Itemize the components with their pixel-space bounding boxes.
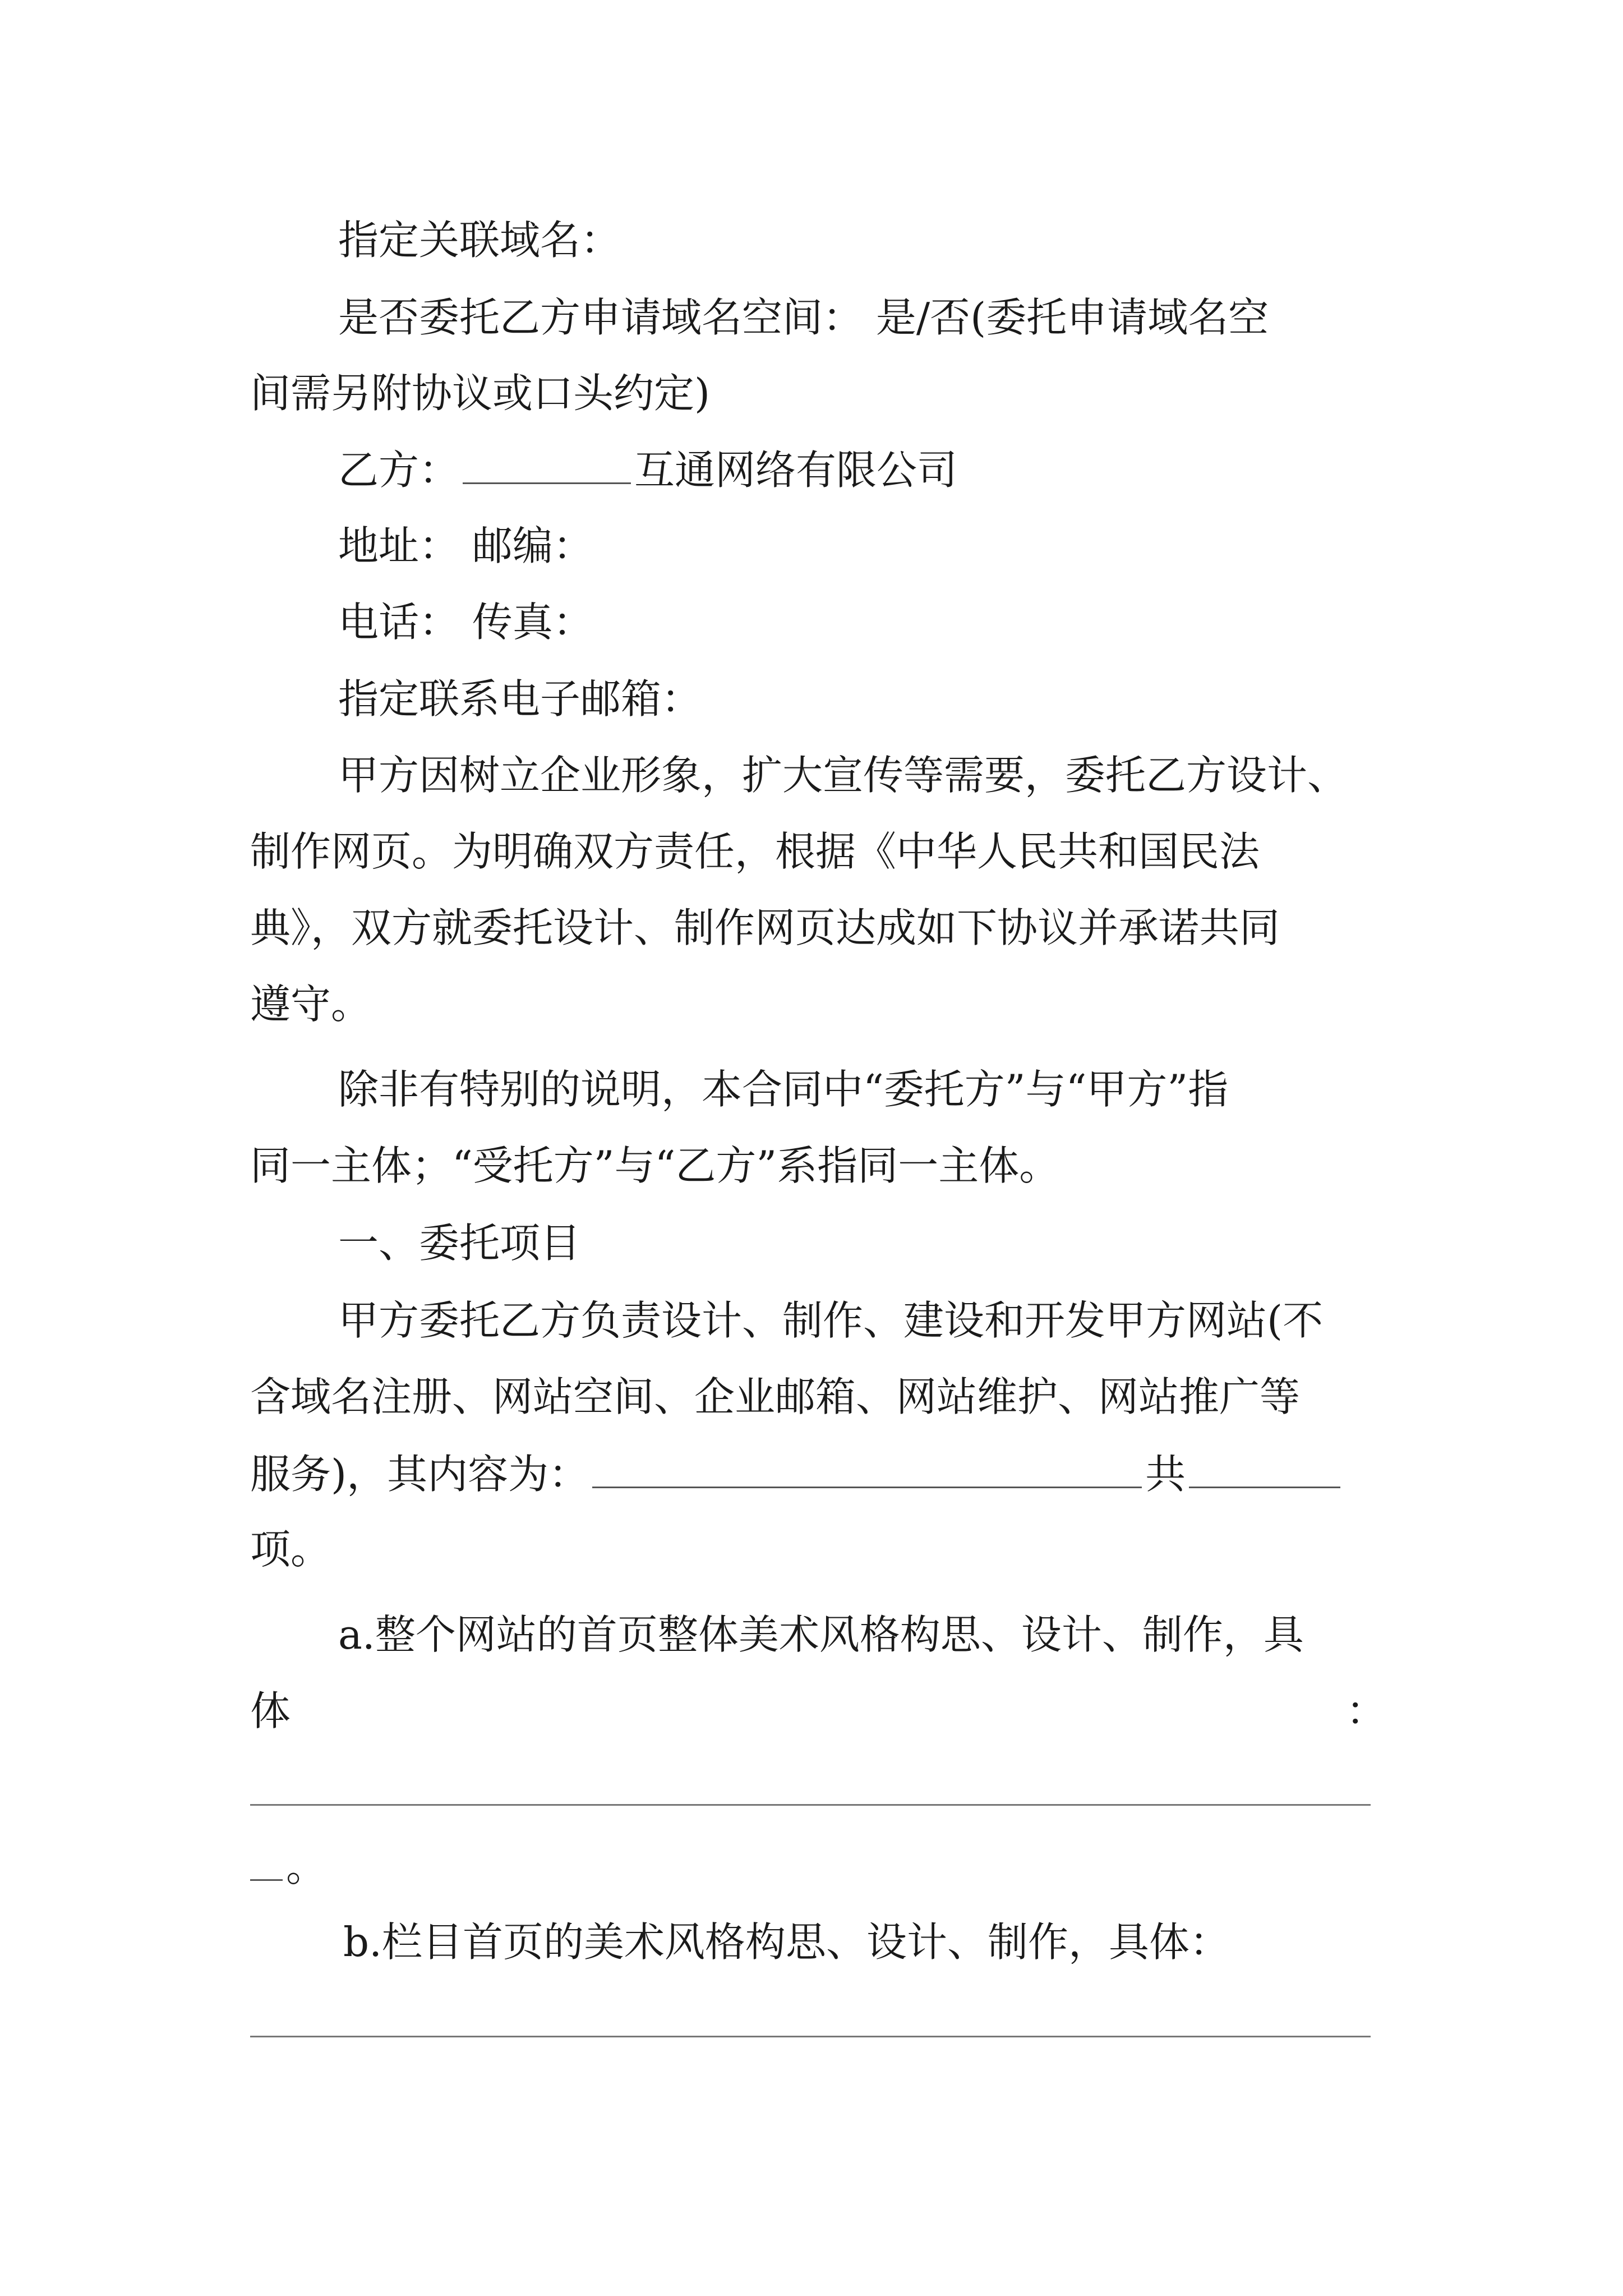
paragraph-1-line-2: 制作网页。为明确双方责任，根据《中华人民共和国民法 [250,828,1260,875]
item-b-fill-line [250,2036,1371,2037]
paragraph-3-line-1: 甲方委托乙方负责设计、制作、建设和开发甲方网站(不 [338,1297,1324,1344]
item-a-end-line [250,1843,327,1890]
phone-fax-line: 电话： 传真： [338,599,593,646]
item-a-specific-label: 体 [250,1687,291,1734]
email-line: 指定联系电子邮箱： [338,675,702,723]
item-a-fill-line [250,1804,1371,1806]
designated-domain-label: 指定关联域名： [338,217,621,264]
domain-space-question: 是否委托乙方申请域名空间： 是/否(委托申请域名空 [338,294,1269,341]
paragraph-3-line-3 [250,1451,1344,1498]
paragraph-2-line-1: 除非有特别的说明，本合同中“委托方”与“甲方”指 [338,1066,1229,1113]
paragraph-1-line-3: 典》，双方就委托设计、制作网页达成如下协议并承诺共同 [250,904,1280,951]
paragraph-1-line-4: 遵守。 [250,981,372,1028]
item-a-line-2 [250,1687,1386,1734]
content-label: 服务)，其内容为： [250,1451,589,1498]
total-blank [1189,1453,1340,1488]
party-b-line [338,447,958,494]
item-a-line-1: a.整个网站的首页整体美术风格构思、设计、制作，具 [338,1611,1304,1658]
total-label: 共 [1145,1451,1186,1498]
party-b-company: 互通网络有限公司 [634,447,958,494]
item-b-line-1: b.栏目首页的美术风格构思、设计、制作，具体： [343,1918,1230,1966]
paragraph-3-line-4: 项。 [250,1526,331,1573]
section-heading: 一、委托项目 [338,1220,581,1267]
party-b-label: 乙方： [338,447,460,494]
party-b-blank [463,449,631,484]
paragraph-3-line-2: 含域名注册、网站空间、企业邮箱、网站维护、网站推广等 [250,1373,1301,1420]
item-a-colon: ： [1345,1687,1386,1734]
item-a-period: 。 [286,1843,327,1890]
paragraph-2-line-2: 同一主体；“受托方”与“乙方”系指同一主体。 [250,1142,1060,1189]
paragraph-1-line-1: 甲方因树立企业形象，扩大宣传等需要，委托乙方设计、 [338,752,1348,799]
item-a-end-blank [250,1846,283,1881]
address-postcode-line: 地址： 邮编： [338,522,593,569]
content-blank [592,1453,1142,1488]
domain-space-note: 间需另附协议或口头约定) [250,370,711,417]
